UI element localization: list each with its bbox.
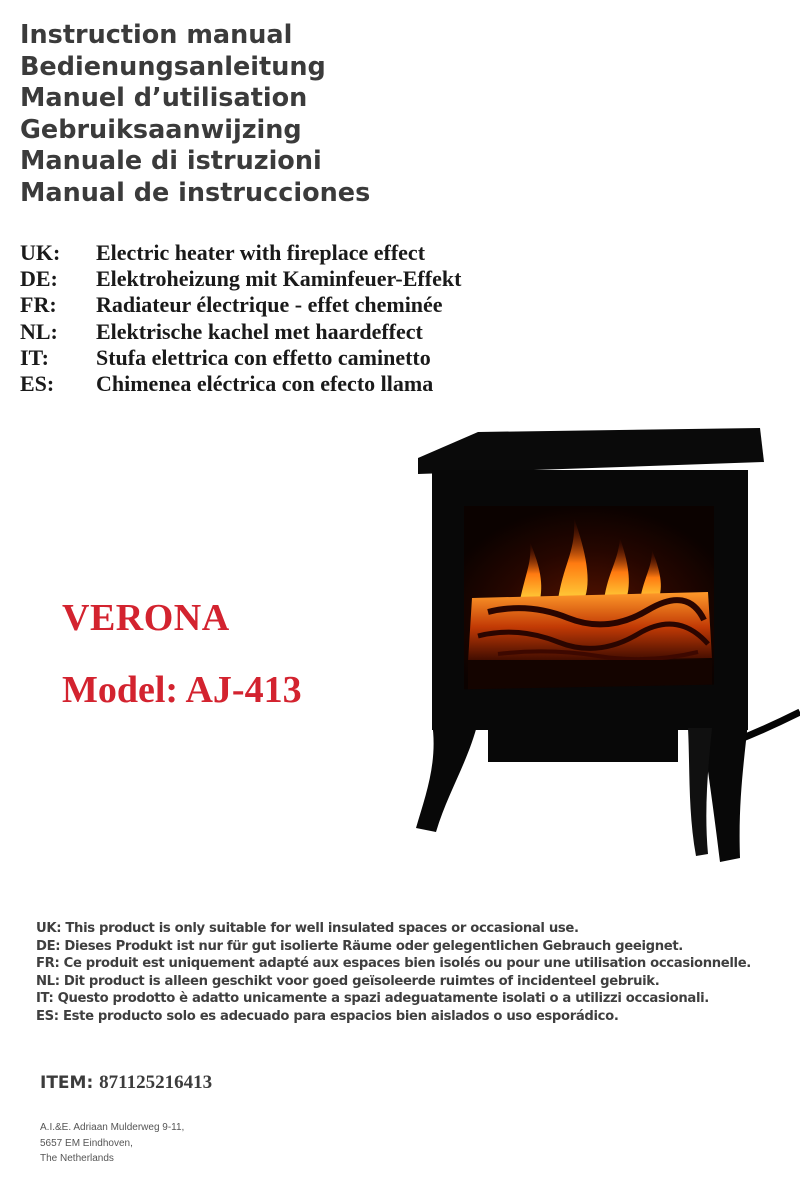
title-de: Bedienungsanleitung xyxy=(20,51,326,82)
fireplace-heater-image xyxy=(408,422,800,868)
description-nl xyxy=(20,319,461,345)
usage-notes xyxy=(36,920,751,1025)
note-es: ES: Este producto solo es adecuado para espacios bien aislados o uso esporádico. xyxy=(36,1008,619,1024)
language-code: FR: xyxy=(20,292,57,318)
description-text: Stufa elettrica con effetto caminetto xyxy=(96,344,431,370)
description-uk xyxy=(20,240,461,266)
language-code: NL: xyxy=(20,318,58,344)
language-code: DE: xyxy=(20,266,58,292)
manual-titles xyxy=(20,20,370,209)
description-text: Chimenea eléctrica con efecto llama xyxy=(96,370,434,396)
address-line: 5657 EM Eindhoven, xyxy=(40,1137,133,1149)
model-number: Model: AJ-413 xyxy=(62,669,302,711)
description-es xyxy=(20,371,461,397)
item-number xyxy=(40,1072,212,1094)
item-label: ITEM: xyxy=(40,1073,94,1093)
title-nl: Gebruiksaanwijzing xyxy=(20,114,302,145)
title-es: Manual de instrucciones xyxy=(20,177,371,208)
description-text: Elektrische kachel met haardeffect xyxy=(96,318,423,344)
title-fr: Manuel d’utilisation xyxy=(20,83,308,113)
note-nl: NL: Dit product is alleen geschikt voor goed geïsoleerde ruimtes of incidenteel gebruik. xyxy=(36,973,660,989)
description-fr xyxy=(20,292,461,318)
description-it xyxy=(20,345,461,371)
title-en: Instruction manual xyxy=(20,20,293,50)
description-text: Elektroheizung mit Kaminfeuer-Effekt xyxy=(96,266,462,292)
note-fr: FR: Ce produit est uniquement adapté aux espaces bien isolés ou pour une utilisation occasionnelle. xyxy=(36,956,751,971)
description-de xyxy=(20,266,461,292)
note-it: IT: Questo prodotto è adatto unicamente a spazi adeguatamente isolati o a utilizzi occasionali. xyxy=(36,991,709,1006)
company-address xyxy=(40,1120,184,1167)
note-de: DE: Dieses Produkt ist nur für gut isolierte Räume oder gelegentlichen Gebrauch geeignet. xyxy=(36,938,683,954)
address-line: A.I.&E. Adriaan Mulderweg 9-11, xyxy=(40,1122,185,1133)
language-code: UK: xyxy=(20,240,61,265)
description-text: Electric heater with fireplace effect xyxy=(96,240,426,265)
address-line: The Netherlands xyxy=(40,1153,114,1164)
title-it: Manuale di istruzioni xyxy=(20,146,322,176)
item-code: 871125216413 xyxy=(99,1072,213,1093)
note-uk: UK: This product is only suitable for well insulated spaces or occasional use. xyxy=(36,921,579,936)
brand-name: VERONA xyxy=(62,597,230,639)
language-code: ES: xyxy=(20,370,55,396)
language-code: IT: xyxy=(20,344,49,370)
description-text: Radiateur électrique - effet cheminée xyxy=(96,292,443,318)
product-descriptions xyxy=(20,240,461,397)
